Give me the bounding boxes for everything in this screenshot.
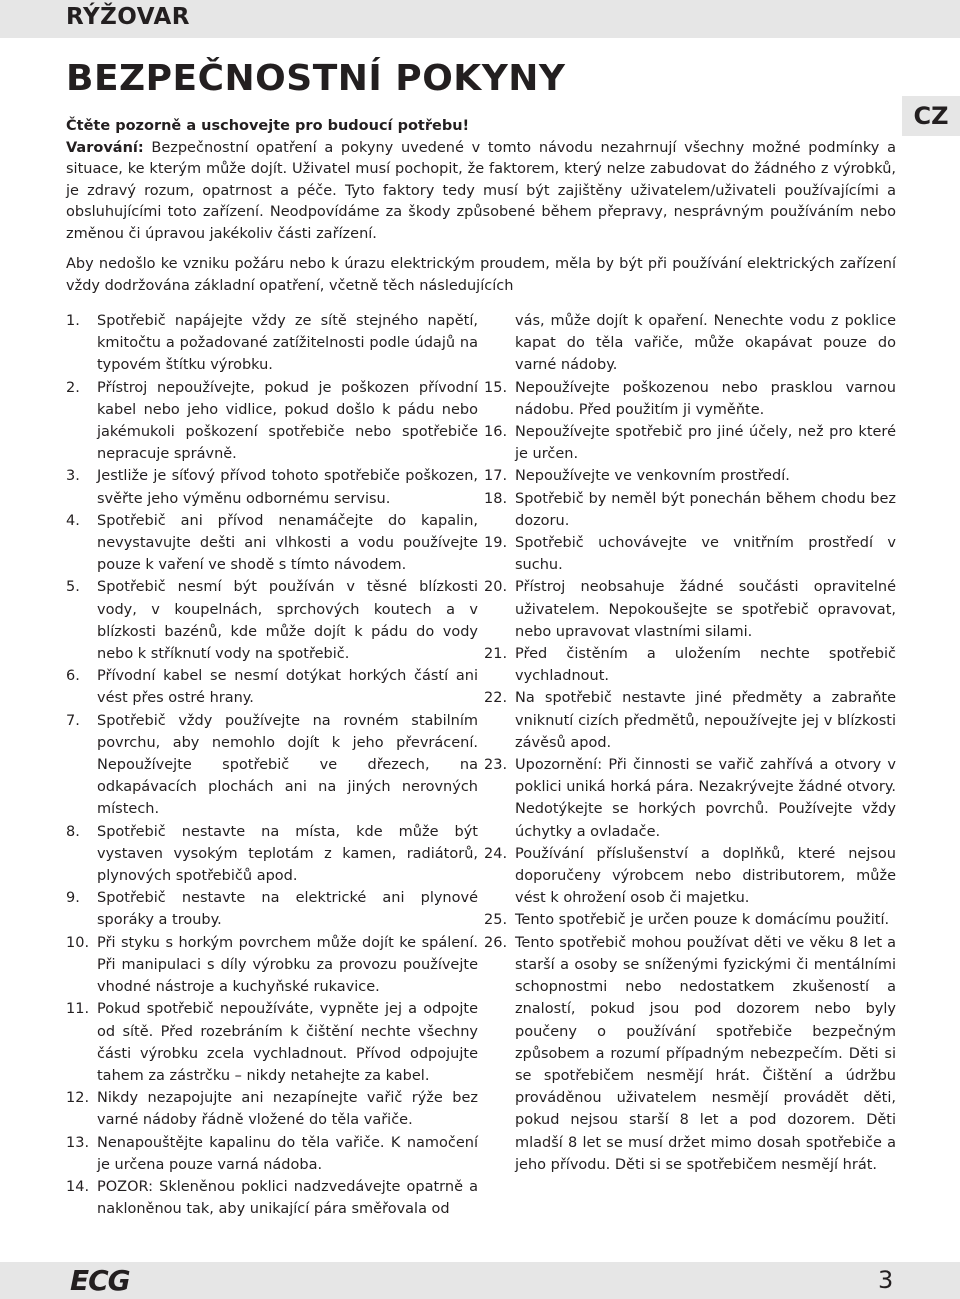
intro-section [66, 116, 896, 306]
instruction-text: Přístroj neobsahuje žádné součásti opravitelné uživatelem. Nepokoušejte se spotřebič opravovat, nebo upravovat vlastními silami. [515, 579, 896, 640]
instruction-number: 19. [484, 535, 508, 552]
instruction-text: Nikdy nezapojujte ani nezapínejte vařič rýže bez varné nádoby řádně vložené do těla vařiče. [97, 1090, 478, 1129]
instruction-text: Spotřebič napájejte vždy ze sítě stejného napětí, kmitočtu a požadované zatížitelnosti podle údajů na typovém štítku výrobku. [97, 313, 478, 374]
instruction-item [66, 932, 478, 999]
instruction-text: Upozornění: Při činnosti se vařič zahřívá a otvory v poklici uniká horká pára. Nezakrývejte žádné otvory. Nedotýkejte se horkých povrchů. Používejte vždy úchytky a ovladače. [515, 757, 896, 840]
instruction-number: 10. [66, 934, 90, 951]
instruction-number: 6. [66, 668, 80, 685]
instruction-item [484, 576, 896, 643]
instruction-item [66, 887, 478, 931]
page-title: BEZPEČNOSTNÍ POKYNY [66, 58, 566, 99]
instruction-item [66, 665, 478, 709]
instruction-item [484, 465, 896, 487]
instruction-item [66, 377, 478, 466]
instruction-number: 23. [484, 757, 508, 774]
footer-bar [0, 1262, 960, 1299]
instruction-number: 20. [484, 579, 508, 596]
instruction-item [484, 532, 896, 576]
instructions-right-column [484, 310, 896, 1176]
instruction-text: Nenapouštějte kapalinu do těla vařiče. K namočení je určena pouze varná nádoba. [97, 1134, 478, 1173]
instruction-item [484, 909, 896, 931]
instruction-text: Spotřebič ani přívod nenamáčejte do kapalin, nevystavujte dešti ani vlhkosti a vodu používejte pouze k vaření ve shodě s tímto návodem. [97, 512, 478, 574]
instruction-number: 16. [484, 424, 508, 441]
header-bar [0, 0, 960, 38]
instruction-text: Spotřebič vždy používejte na rovném stabilním povrchu, aby nemohlo dojít k jeho převrácení. Nepoužívejte spotřebič ve dřezech, na odkapávacích plochách ani na jiných nerovných místech. [97, 712, 478, 818]
instruction-text: Pokud spotřebič nepoužíváte, vypněte jej a odpojte od sítě. Před rozebráním k čištění nechte všechny části výrobku zcela vychladnout. Přívod odpojujte tahem za zástrčku – nikdy netahejte za kabel. [97, 1001, 478, 1084]
instruction-text: Jestliže je síťový přívod tohoto spotřebiče poškozen, svěřte jeho výměnu odbornému servisu. [97, 468, 478, 507]
instruction-number: 1. [66, 313, 80, 329]
instruction-text: Tento spotřebič mohou používat děti ve věku 8 let a starší a osoby se sníženými fyzickými či mentálními schopnostmi nebo nedostatkem zkušeností a znalostí, pokud jsou pod dozorem nebo byly poučeny o používání spotřebiče bezpečným způsobem a rozumí případným nebezpečím. Děti si se spotřebičem nesmějí hrát. Čištění a údržbu prováděnou uživatelem nesmějí provádět děti, pokud nejsou starší 8 let a pod dozorem. Děti mladší 8 let se musí držet mimo dosah spotřebiče a jeho přívodu. Děti si se spotřebičem nesmějí hrát. [515, 934, 896, 1173]
instruction-number: 12. [66, 1090, 90, 1107]
brand-logo: ECG [70, 1264, 130, 1297]
instruction-number: 18. [484, 490, 508, 507]
instruction-item [66, 510, 478, 577]
instruction-item [484, 687, 896, 754]
instruction-number: 2. [66, 379, 80, 396]
instruction-item [484, 843, 896, 910]
instruction-text: Na spotřebič nestavte jiné předměty a zabraňte vniknutí cizích předmětů, nepoužívejte jej v blízkosti závěsů apod. [515, 690, 896, 751]
instruction-number: 8. [66, 823, 80, 840]
instruction-item [484, 643, 896, 687]
instruction-item [484, 421, 896, 465]
instruction-number: 26. [484, 934, 508, 951]
instruction-item [484, 488, 896, 532]
instruction-number: 3. [66, 468, 80, 485]
instruction-number: 22. [484, 690, 508, 707]
instruction-number: 7. [66, 712, 80, 729]
instruction-text: POZOR: Skleněnou poklici nadzvedávejte opatrně a nakloněnou tak, aby unikající pára směřovala od [97, 1178, 478, 1218]
instruction-number: 13. [66, 1134, 90, 1151]
warning-label: Varování: [66, 139, 144, 156]
instruction-text: Spotřebič uchovávejte ve vnitřním prostředí v suchu. [515, 535, 896, 574]
warning-text: Bezpečnostní opatření a pokyny uvedené v tomto návodu nezahrnují všechny možné podmínky a situace, ke kterým může dojít. Uživatel musí pochopit, že faktorem, který nelze zabudovat do žádného z výrobků, je zdravý rozum, opatrnost a péče. Tyto faktory tedy musí být zajištěny uživatelem/uživateli používajícími a obsluhujícími toto zařízení. Neodpovídáme za škody způsobené během přepravy, nesprávným používáním nebo změnou či úpravou jakékoliv části zařízení. [66, 139, 896, 242]
fire-paragraph: Aby nedošlo ke vzniku požáru nebo k úrazu elektrickým proudem, měla by být při používání elektrických zařízení vždy dodržována základní opatření, včetně těch následujících [66, 256, 896, 294]
instruction-text: Před čistěním a uložením nechte spotřebič vychladnout. [515, 646, 896, 685]
instruction-number: 5. [66, 579, 80, 596]
instruction-text: Spotřebič nesmí být používán v těsné blízkosti vody, v koupelnách, sprchových koutech a v blízkosti bazénů, kde může dojít k pádu do vody nebo k stříknutí vody na spotřebič. [97, 579, 478, 663]
instruction-item [484, 932, 896, 1176]
read-notice: Čtěte pozorně a uschovejte pro budoucí potřebu! [66, 118, 470, 134]
instruction-number: 21. [484, 646, 508, 663]
instruction-text: Při styku s horkým povrchem může dojít ke spálení. Při manipulaci s díly výrobku za provozu používejte vhodné nástroje a kuchyňské rukavice. [97, 934, 478, 996]
instruction-text: Přívodní kabel se nesmí dotýkat horkých částí ani vést přes ostré hrany. [97, 668, 478, 707]
instruction-text: Spotřebič nestavte na místa, kde může být vystaven vysokým teplotám z kamen, radiátorů, plynových spotřebičů apod. [97, 823, 478, 885]
instruction-number: 9. [66, 890, 80, 907]
instruction-item [66, 710, 478, 821]
instruction-item [484, 754, 896, 843]
instruction-item [66, 1176, 478, 1220]
instruction-number: 4. [66, 512, 80, 529]
instruction-item [66, 1087, 478, 1131]
instruction-item [484, 310, 896, 377]
instruction-text: Spotřebič by neměl být ponechán během chodu bez dozoru. [515, 490, 896, 529]
instruction-item [66, 998, 478, 1087]
instruction-text: Přístroj nepoužívejte, pokud je poškozen přívodní kabel nebo jeho vidlice, pokud došlo k pádu nebo jakémukoli poškození spotřebiče nebo spotřebiče nepracuje správně. [97, 379, 478, 463]
warning-paragraph [66, 138, 896, 246]
language-tab: CZ [902, 96, 960, 136]
instruction-text: Nepoužívejte poškozenou nebo prasklou varnou nádobu. Před použitím ji vyměňte. [515, 379, 896, 418]
instruction-text: Spotřebič nestavte na elektrické ani plynové sporáky a trouby. [97, 890, 478, 929]
instruction-text: Nepoužívejte spotřebič pro jiné účely, než pro které je určen. [515, 424, 896, 463]
instruction-text: Tento spotřebič je určen pouze k domácímu použití. [515, 912, 890, 929]
page-number: 3 [878, 1266, 894, 1294]
instruction-text: Používání příslušenství a doplňků, které nejsou doporučeny výrobcem nebo distributorem, může vést k ohrožení osob či majetku. [515, 845, 896, 907]
instructions-left-column [66, 310, 478, 1220]
instruction-number: 24. [484, 845, 508, 862]
instruction-item [66, 310, 478, 377]
instruction-item [66, 1132, 478, 1176]
instruction-number: 25. [484, 912, 508, 929]
instruction-number: 17. [484, 468, 508, 485]
instruction-number: 11. [66, 1001, 90, 1018]
instruction-item [484, 377, 896, 421]
instruction-item [66, 821, 478, 888]
instruction-text: vás, může dojít k opaření. Nenechte vodu z poklice kapat do těla vařiče, může okapávat pouze do varné nádoby. [515, 313, 896, 374]
instruction-item [66, 465, 478, 509]
instruction-number: 14. [66, 1178, 90, 1195]
product-name: RÝŽOVAR [66, 4, 190, 30]
instruction-text: Nepoužívejte ve venkovním prostředí. [515, 468, 790, 485]
instruction-number: 15. [484, 379, 508, 396]
instruction-item [66, 576, 478, 665]
